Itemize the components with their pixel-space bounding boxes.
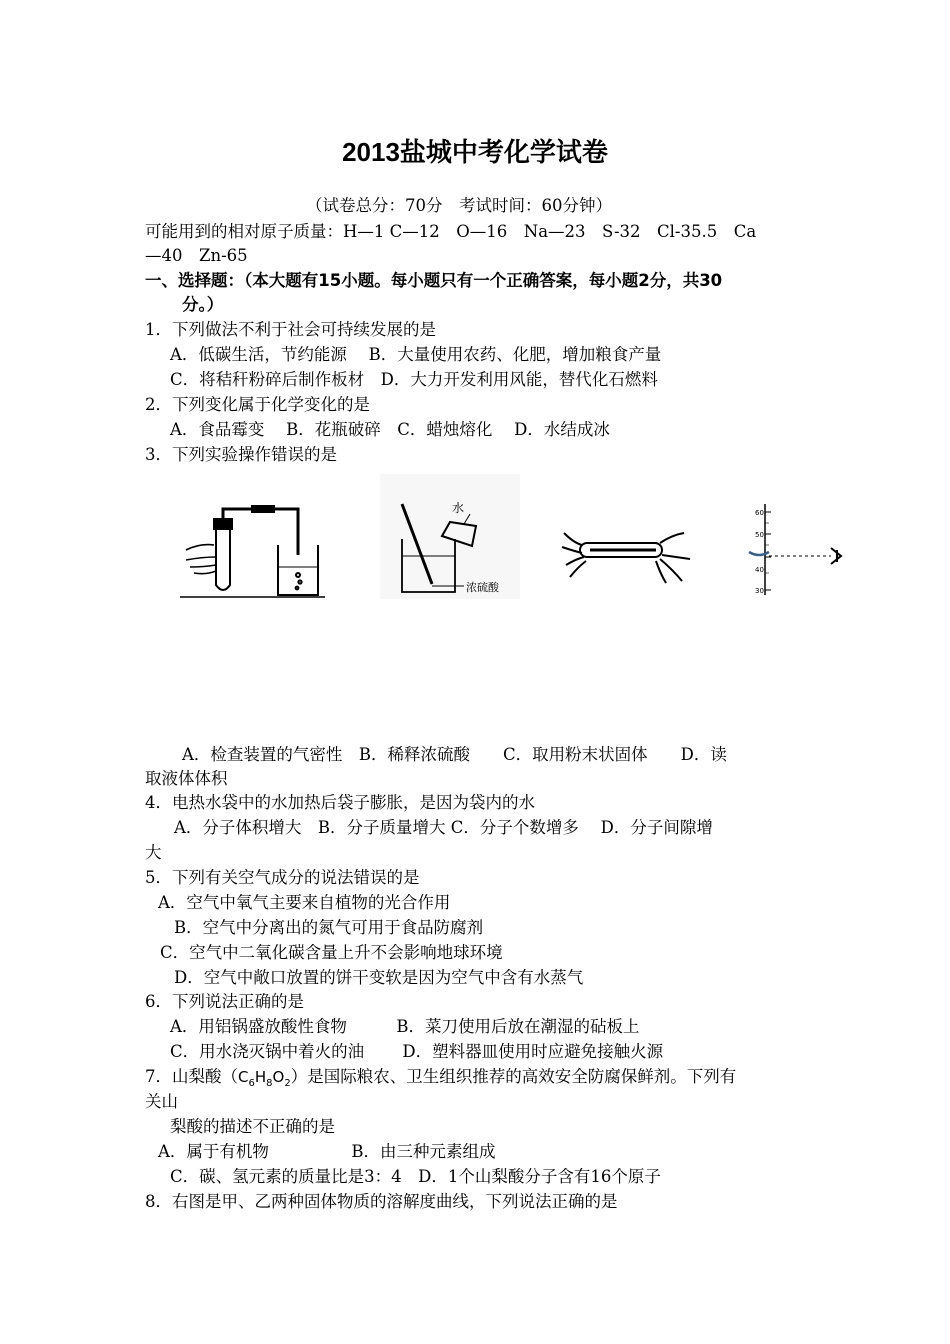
question-stem: 3．下列实验操作错误的是 [145,445,337,464]
figure-airtightness-check [180,505,325,600]
question-options: A．分子体积增大 B．分子质量增大 C．分子个数增多 D．分子间隙增 [174,818,713,837]
question-stem: 关山 [145,1092,178,1111]
question-options: A．属于有机物 B．由三种元素组成 [158,1142,496,1161]
tick-label: 30 [755,587,764,595]
figure-dilute-acid [380,474,520,599]
question-stem: 梨酸的描述不正确的是 [170,1117,335,1136]
question-stem: 5．下列有关空气成分的说法错误的是 [145,868,420,887]
question-options: A．低碳生活，节约能源 B．大量使用农药、化肥，增加粮食产量 [170,345,662,364]
question-stem: 7．山梨酸$(C_6H_8O_2)$是国际粮农、卫生组织推荐的高效安全防腐保鲜剂。下列有 [145,1067,737,1089]
question-stem: 8．右图是甲、乙两种固体物质的溶解度曲线，下列说法正确的是 [145,1192,618,1211]
question-options: 取液体体积 [145,769,228,788]
question-stem: 2．下列变化属于化学变化的是 [145,395,370,414]
figure-powder-solid [560,525,695,590]
question-options: A．食品霉变 B．花瓶破碎 C．蜡烛熔化 D．水结成冰 [170,420,610,439]
question-stem: 6．下列说法正确的是 [145,992,304,1011]
question-stem: 4．电热水袋中的水加热后袋子膨胀，是因为袋内的水 [145,793,535,812]
question-stem: 1．下列做法不利于社会可持续发展的是 [145,320,436,339]
question-options: A．用铝锅盛放酸性食物 B．菜刀使用后放在潮湿的砧板上 [170,1017,640,1036]
label-conc-acid: 浓硫酸 [466,581,499,594]
atomic-mass-line: —40 Zn-65 [145,246,248,265]
section-heading: 分。） [182,295,224,314]
figure-read-volume [745,502,850,597]
question-options: A．检查装置的气密性 B．稀释浓硫酸 C．取用粉末状固体 D．读 [182,745,727,764]
tick-label: 60 [755,509,764,517]
question-options: C．将秸秆粉碎后制作板材 D．大力开发利用风能，替代化石燃料 [170,370,658,389]
chemical-formula: $C_6H_8O_2$ [238,1068,291,1089]
atomic-mass-line: 可能用到的相对原子质量：H—1 C—12 O—16 Na—23 S-32 Cl-35.5 Ca [145,222,757,241]
exam-meta: （试卷总分：70分 考试时间：60分钟） [306,196,612,215]
question-options: C．用水浇灭锅中着火的油 D．塑料器皿使用时应避免接触火源 [170,1042,664,1061]
page-title: 2013盐城中考化学试卷 [342,137,608,167]
option-c: C．空气中二氧化碳含量上升不会影响地球环境 [160,943,503,962]
tick-label: 50 [755,531,764,539]
section-heading: 一、选择题：（本大题有15小题。每小题只有一个正确答案，每小题2分，共30 [145,271,723,290]
option-d: D．空气中敞口放置的饼干变软是因为空气中含有水蒸气 [174,968,584,987]
option-b: B．空气中分离出的氮气可用于食品防腐剂 [174,918,484,937]
question-options: 大 [145,843,162,862]
label-water: 水 [452,501,465,515]
question-options: C．碳、氢元素的质量比是3：4 D．1个山梨酸分子含有16个原子 [170,1167,661,1186]
option-a: A．空气中氧气主要来自植物的光合作用 [158,893,451,912]
tick-label: 40 [755,566,764,574]
